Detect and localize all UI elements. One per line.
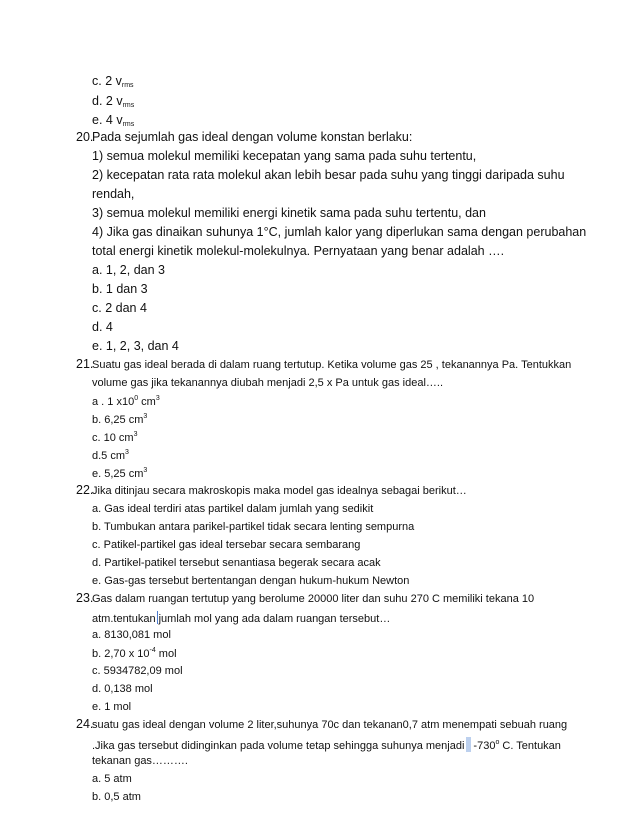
q24-option-b: b. 0,5 atm	[92, 791, 141, 803]
q20-option-e: e. 1, 2, 3, dan 4	[92, 339, 179, 353]
q23-option-d: d. 0,138 mol	[92, 683, 153, 695]
q21-option-d-text: d.5 cm	[92, 450, 126, 462]
q19-option-d-text: d. 2 v	[92, 94, 123, 108]
q21-option-e-text: e. 5,25 cm	[92, 468, 144, 480]
q23-stem-line-2-b: jumlah mol yang ada dalam ruangan tersebut…	[158, 613, 391, 625]
q22-stem: Jika ditinjau secara makroskopis maka model gas idealnya sebagai berikut…	[92, 485, 467, 497]
q21-option-d-unit-exp: 3	[125, 449, 129, 456]
q20-statement-2: 2) kecepatan rata rata molekul akan lebih besar pada suhu yang tinggi daripada suhu	[92, 168, 565, 182]
q21-option-c-unit-exp: 3	[133, 431, 138, 438]
q21-option-e	[92, 467, 147, 480]
q23-number: 23.	[76, 591, 94, 605]
q23-option-b-unit: mol	[155, 648, 177, 660]
q21-option-b-unit-exp: 3	[143, 413, 148, 420]
text-cursor	[157, 611, 158, 624]
q20-option-d: d. 4	[92, 320, 113, 334]
q21-option-a-unit: cm	[138, 396, 156, 408]
q20-statement-4-cont: total energi kinetik molekul-molekulnya. Pernyataan yang benar adalah ….	[92, 244, 505, 258]
q20-statement-3: 3) semua molekul memiliki energi kinetik sama pada suhu tertentu, dan	[92, 206, 486, 220]
text-selection-marker	[466, 737, 471, 752]
q21-option-a-text: a . 1 x10	[92, 396, 135, 408]
q24-stem-line-1: suatu gas ideal dengan volume 2 liter,suhunya 70c dan tekanan0,7 atm menempati sebuah ruang	[92, 719, 568, 731]
q22-option-b: b. Tumbukan antara parikel-partikel tidak secara lenting sempurna	[92, 521, 415, 533]
q23-option-a: a. 8130,081 mol	[92, 629, 171, 641]
q21-option-a-unit-exp: 3	[155, 395, 160, 402]
q23-option-b	[92, 647, 177, 660]
q20-stem: Pada sejumlah gas ideal dengan volume konstan berlaku:	[92, 130, 413, 144]
q21-stem-line-2: volume gas jika tekanannya diubah menjadi 2,5 x Pa untuk gas ideal…..	[92, 377, 443, 389]
q21-option-b	[92, 413, 147, 426]
q20-statement-1: 1) semua molekul memiliki kecepatan yang sama pada suhu tertentu,	[92, 149, 477, 163]
q21-number: 21.	[76, 357, 94, 371]
q21-option-e-unit-exp: 3	[143, 467, 148, 474]
q24-stem-line-2-b: -730	[473, 740, 496, 752]
q20-statement-4: 4) Jika gas dinaikan suhunya 1°C, jumlah kalor yang diperlukan sama dengan perubahan	[92, 225, 587, 239]
q19-option-d-sub: rms	[122, 102, 135, 109]
q23-option-b-exponent: -4	[149, 647, 156, 654]
q23-stem-line-1: Gas dalam ruangan tertutup yang berolume 20000 liter dan suhu 270 C memiliki tekana 10	[92, 593, 535, 605]
q22-number: 22.	[76, 483, 94, 497]
q19-option-e-sub: rms	[122, 121, 135, 128]
q24-option-a: a. 5 atm	[92, 773, 132, 785]
q19-option-c-sub: rms	[121, 82, 134, 89]
q19-option-e	[92, 113, 134, 128]
q22-option-a: a. Gas ideal terdiri atas partikel dalam jumlah yang sedikit	[92, 503, 374, 515]
q24-stem-line-3: tekanan gas……….	[92, 755, 188, 767]
q21-option-c	[92, 431, 137, 444]
q24-stem-line-2-a: .Jika gas tersebut didinginkan pada volume tetap sehingga suhunya menjadi	[92, 740, 465, 752]
q21-option-b-text: b. 6,25 cm	[92, 414, 144, 426]
q22-option-d: d. Partikel-patikel tersebut senantiasa begerak secara acak	[92, 557, 381, 569]
q20-option-c: c. 2 dan 4	[92, 301, 147, 315]
q21-option-d	[92, 449, 129, 462]
q22-option-c: c. Patikel-partikel gas ideal tersebar secara sembarang	[92, 539, 361, 551]
q23-stem-line-2	[92, 611, 390, 625]
q19-option-d	[92, 94, 134, 109]
q23-option-c: c. 5934782,09 mol	[92, 665, 183, 677]
q23-option-e: e. 1 mol	[92, 701, 132, 713]
q19-option-c-text: c. 2 v	[92, 74, 122, 88]
q19-option-e-text: e. 4 v	[92, 113, 123, 127]
q22-option-e: e. Gas-gas tersebut bertentangan dengan hukum-hukum Newton	[92, 575, 410, 587]
q24-stem-line-2-c: C. Tentukan	[499, 740, 561, 752]
q24-number: 24.	[76, 717, 94, 731]
q21-stem-line-1: Suatu gas ideal berada di dalam ruang tertutup. Ketika volume gas 25 , tekanannya Pa. Tentukkan	[92, 359, 572, 371]
q19-option-c	[92, 74, 134, 89]
q21-option-c-text: c. 10 cm	[92, 432, 134, 444]
q20-statement-2-cont: rendah,	[92, 187, 135, 201]
q21-option-a	[92, 395, 160, 408]
q20-number: 20.	[76, 130, 94, 144]
q20-option-b: b. 1 dan 3	[92, 282, 148, 296]
q24-degree-symbol: o	[495, 739, 500, 746]
q20-option-a: a. 1, 2, dan 3	[92, 263, 165, 277]
q24-stem-line-2	[92, 737, 561, 752]
q23-option-b-text: b. 2,70 x 10	[92, 648, 150, 660]
q23-stem-line-2-a: atm.tentukan	[92, 613, 156, 625]
q21-option-a-exponent: 0	[134, 395, 139, 402]
